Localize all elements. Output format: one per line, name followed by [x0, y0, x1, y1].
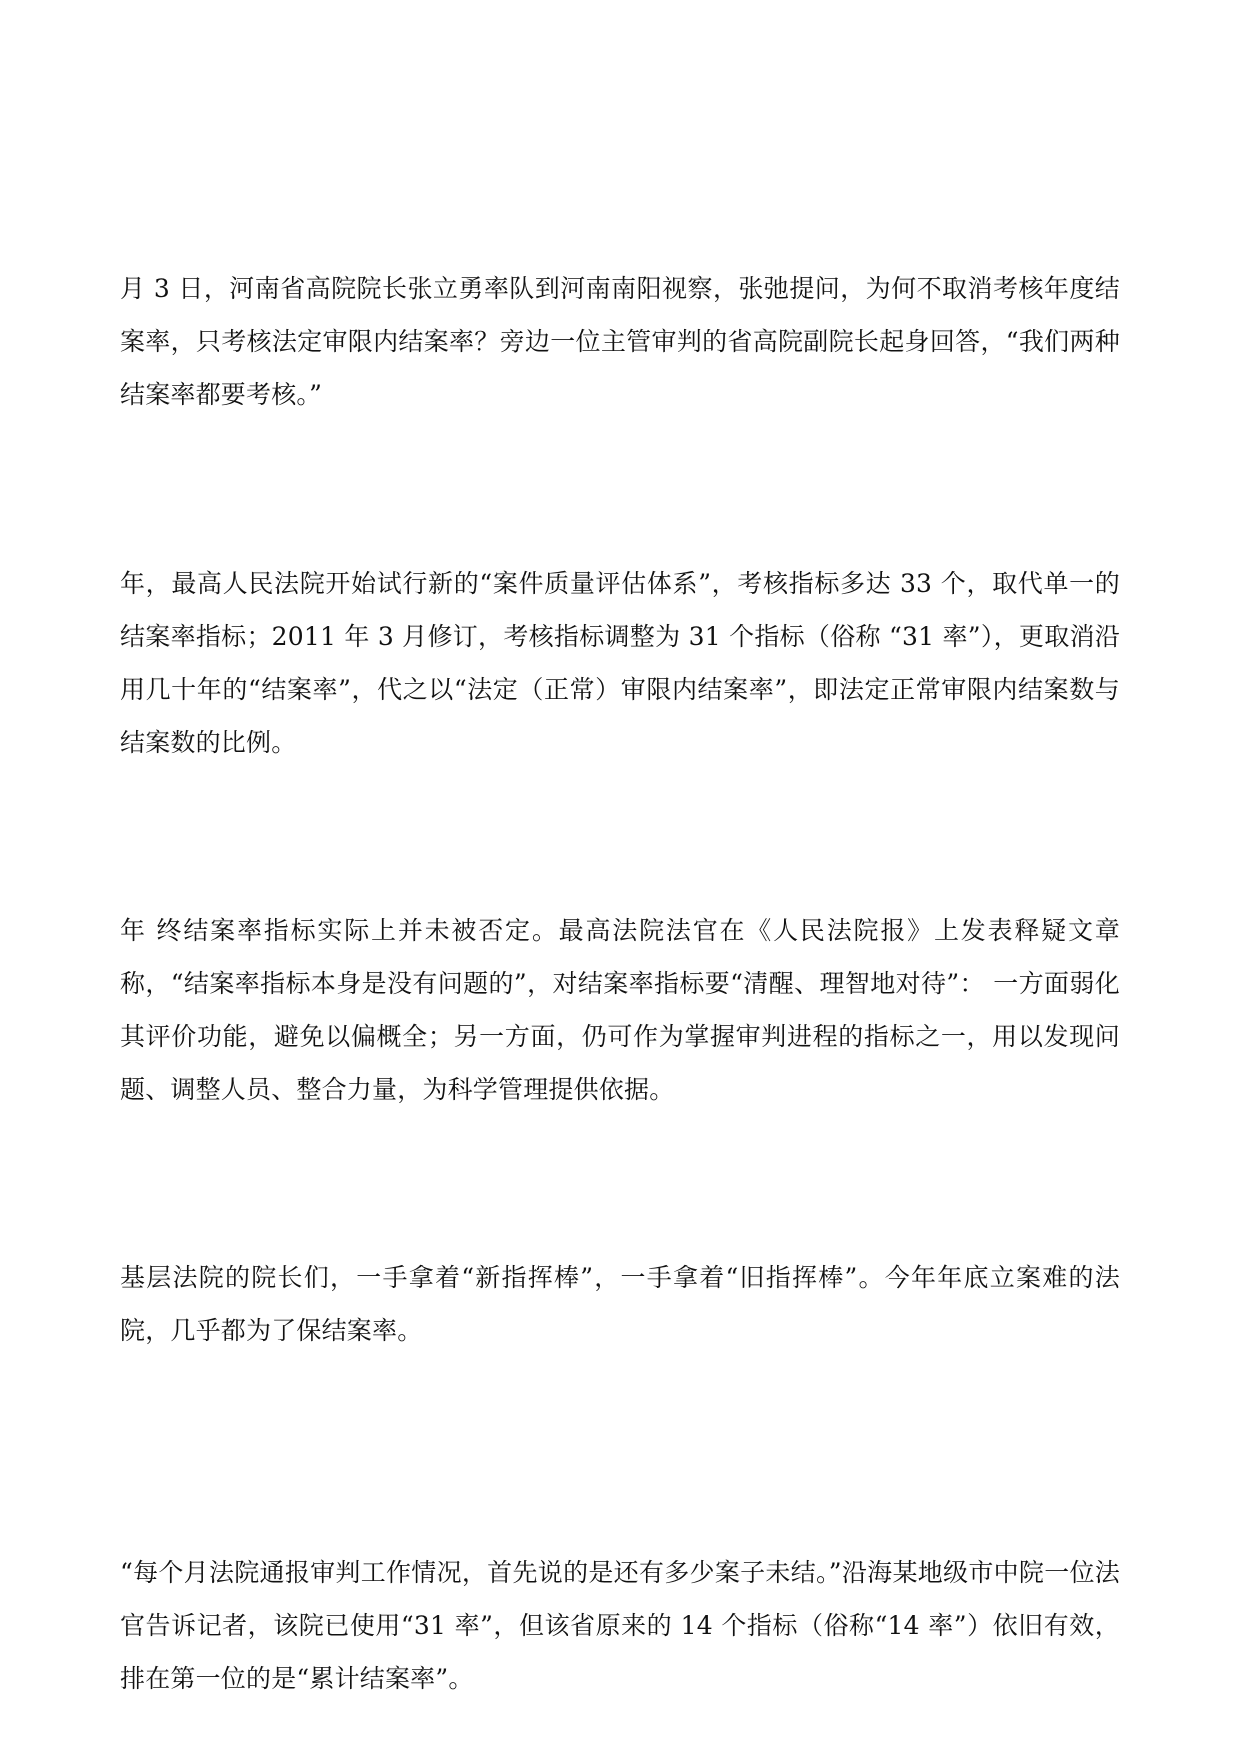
paragraph-4: 基层法院的院长们，一手拿着“新指挥棒”，一手拿着“旧指挥棒”。今年年底立案难的法院，几乎都为了保结案率。: [120, 1263, 1120, 1345]
paragraph-5: “每个月法院通报审判工作情况，首先说的是还有多少案子未结。”沿海某地级市中院一位法官告诉记者，该院已使用“31 率”，但该省原来的 14 个指标（俗称“14 率”）依旧有效，排在第一位的是“累计结案率”。: [120, 1558, 1120, 1693]
paragraph-3: 年 终结案率指标实际上并未被否定。最高法院法官在《人民法院报》上发表释疑文章称，“结案率指标本身是没有问题的”，对结案率指标要“清醒、理智地对待”： 一方面弱化其评价功能，避免以偏概全；另一方面，仍可作为掌握审判进程的指标之一，用以发现问题、调整人员、整合力量，为科学管理提供依据。: [120, 916, 1120, 1104]
paragraph-2: 年，最高人民法院开始试行新的“案件质量评估体系”，考核指标多达 33 个，取代单一的结案率指标；2011 年 3 月修订，考核指标调整为 31 个指标（俗称 “31 率”），更取消沿用几十年的“结案率”，代之以“法定（正常）审限内结案率”，即法定正常审限内结案数与结案数的比例。: [120, 569, 1120, 757]
paragraph-1: 月 3 日，河南省高院院长张立勇率队到河南南阳视察，张弛提问，为何不取消考核年度结案率，只考核法定审限内结案率？旁边一位主管审判的省高院副院长起身回答，“我们两种结案率都要考核。”: [120, 274, 1120, 409]
